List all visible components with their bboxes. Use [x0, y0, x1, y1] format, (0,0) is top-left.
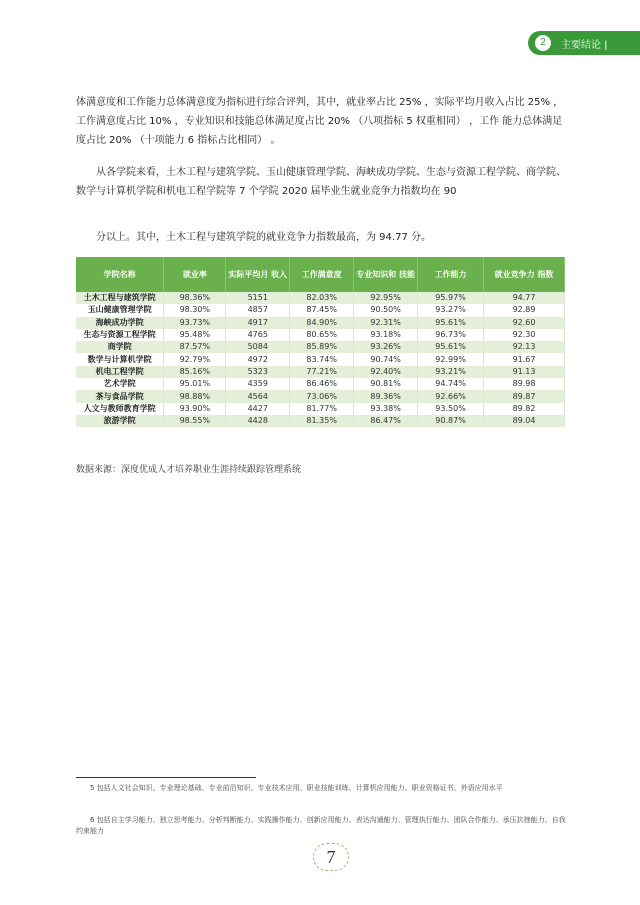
- paragraph-evaluation-method: 体满意度和工作能力总体满意度为指标进行综合评判，其中，就业率占比 25% ，实际平均月收入占比 25% ，工作满意度占比 10% ，专业知识和技能总体满足度占比 20% （八项指标 5 权重相同） ，工作 能力总体满足度占比 20% （十项能力 6 指标占比相同） 。: [76, 97, 564, 146]
- cell-value: 5323: [226, 366, 290, 378]
- cell-college: 旅游学院: [76, 415, 164, 427]
- cell-value: 73.06%: [290, 390, 354, 402]
- header-job-satisfaction: 工作满意度: [290, 257, 354, 292]
- data-source-note: 数据来源：深度优成人才培养职业生涯持续跟踪管理系统: [76, 465, 302, 475]
- cell-value: 90.74%: [354, 353, 418, 365]
- cell-value: 84.90%: [290, 317, 354, 329]
- cell-value: 91.67: [484, 353, 565, 365]
- cell-value: 4564: [226, 390, 290, 402]
- cell-value: 92.89: [484, 304, 565, 316]
- cell-value: 87.45%: [290, 304, 354, 316]
- cell-value: 93.21%: [418, 366, 484, 378]
- cell-value: 91.13: [484, 366, 565, 378]
- cell-value: 4857: [226, 304, 290, 316]
- cell-value: 92.95%: [354, 292, 418, 304]
- competitiveness-table: [76, 257, 565, 427]
- page-number: 7: [313, 843, 349, 871]
- cell-value: 92.66%: [418, 390, 484, 402]
- cell-value: 5084: [226, 341, 290, 353]
- header-knowledge-skills: 专业知识和 技能: [354, 257, 418, 292]
- cell-value: 92.60: [484, 317, 565, 329]
- table-row: [76, 317, 565, 329]
- table-row: [76, 329, 565, 341]
- cell-value: 90.81%: [354, 378, 418, 390]
- footnote-6: 6 包括自主学习能力、独立思考能力、分析判断能力、实践操作能力、创新应用能力、表达沟通能力、管理执行能力、团队合作能力、承压抗挫能力、自我约束能力: [76, 816, 566, 835]
- cell-value: 89.36%: [354, 390, 418, 402]
- cell-value: 82.03%: [290, 292, 354, 304]
- cell-college: 艺术学院: [76, 378, 164, 390]
- cell-value: 94.74%: [418, 378, 484, 390]
- cell-value: 4359: [226, 378, 290, 390]
- cell-college: 生态与资源工程学院: [76, 329, 164, 341]
- chapter-number-badge: 2: [535, 35, 551, 51]
- cell-value: 5151: [226, 292, 290, 304]
- paragraph-highest-index: 分以上。其中，土木工程与建筑学院的就业竞争力指数最高，为 94.77 分。: [96, 232, 431, 243]
- cell-value: 95.01%: [164, 378, 226, 390]
- chapter-title: 主要结论 |: [561, 39, 608, 51]
- cell-value: 94.77: [484, 292, 565, 304]
- cell-value: 92.30: [484, 329, 565, 341]
- cell-value: 83.74%: [290, 353, 354, 365]
- cell-value: 86.46%: [290, 378, 354, 390]
- cell-value: 93.26%: [354, 341, 418, 353]
- cell-value: 4765: [226, 329, 290, 341]
- cell-college: 茶与食品学院: [76, 390, 164, 402]
- cell-value: 89.87: [484, 390, 565, 402]
- table-row: [76, 353, 565, 365]
- cell-value: 86.47%: [354, 415, 418, 427]
- cell-value: 90.50%: [354, 304, 418, 316]
- cell-value: 85.89%: [290, 341, 354, 353]
- chapter-header-tab: [528, 31, 640, 55]
- cell-value: 92.13: [484, 341, 565, 353]
- cell-value: 4917: [226, 317, 290, 329]
- cell-value: 95.61%: [418, 341, 484, 353]
- table-row: [76, 341, 565, 353]
- table-row: [76, 378, 565, 390]
- cell-value: 89.04: [484, 415, 565, 427]
- cell-college: 商学院: [76, 341, 164, 353]
- cell-college: 海峡成功学院: [76, 317, 164, 329]
- cell-value: 93.90%: [164, 403, 226, 415]
- cell-college: 数学与计算机学院: [76, 353, 164, 365]
- footnote-5: 5 包括人文社会知识、专业理论基础、专业前沿知识、专业技术应用、职业技能训练、计算机应用能力、职业资格证书、外语应用水平: [90, 784, 503, 792]
- cell-value: 89.82: [484, 403, 565, 415]
- cell-college: 土木工程与建筑学院: [76, 292, 164, 304]
- cell-value: 92.40%: [354, 366, 418, 378]
- cell-value: 89.98: [484, 378, 565, 390]
- header-employment-rate: 就业率: [164, 257, 226, 292]
- cell-value: 85.16%: [164, 366, 226, 378]
- cell-value: 4428: [226, 415, 290, 427]
- cell-value: 77.21%: [290, 366, 354, 378]
- table-row: [76, 415, 565, 427]
- cell-value: 95.97%: [418, 292, 484, 304]
- table-row: [76, 390, 565, 402]
- cell-value: 4972: [226, 353, 290, 365]
- cell-college: 人文与教师教育学院: [76, 403, 164, 415]
- cell-value: 93.27%: [418, 304, 484, 316]
- table-row: [76, 366, 565, 378]
- cell-value: 90.87%: [418, 415, 484, 427]
- header-college: 学院名称: [76, 257, 164, 292]
- footnote-divider: [76, 777, 256, 778]
- cell-value: 92.31%: [354, 317, 418, 329]
- cell-college: 玉山健康管理学院: [76, 304, 164, 316]
- paragraph-college-summary: 从各学院来看，土木工程与建筑学院、玉山健康管理学院、海峡成功学院、生态与资源工程学院、商学院、数学与计算机学院和机电工程学院等 7 个学院 2020 届毕业生就业竞争力指数均在 90: [76, 167, 566, 197]
- header-monthly-income: 实际平均月 收入: [226, 257, 290, 292]
- cell-college: 机电工程学院: [76, 366, 164, 378]
- cell-value: 96.73%: [418, 329, 484, 341]
- header-competitiveness-index: 就业竞争力 指数: [484, 257, 565, 292]
- cell-value: 80.65%: [290, 329, 354, 341]
- cell-value: 93.18%: [354, 329, 418, 341]
- cell-value: 92.79%: [164, 353, 226, 365]
- cell-value: 98.36%: [164, 292, 226, 304]
- cell-value: 93.73%: [164, 317, 226, 329]
- cell-value: 95.48%: [164, 329, 226, 341]
- table-row: [76, 304, 565, 316]
- cell-value: 93.50%: [418, 403, 484, 415]
- cell-value: 4427: [226, 403, 290, 415]
- cell-value: 98.88%: [164, 390, 226, 402]
- cell-value: 87.57%: [164, 341, 226, 353]
- cell-value: 95.61%: [418, 317, 484, 329]
- cell-value: 98.55%: [164, 415, 226, 427]
- cell-value: 81.35%: [290, 415, 354, 427]
- table-row: [76, 292, 565, 304]
- header-work-ability: 工作能力: [418, 257, 484, 292]
- table-header-row: [76, 257, 565, 292]
- cell-value: 98.30%: [164, 304, 226, 316]
- cell-value: 81.77%: [290, 403, 354, 415]
- cell-value: 93.38%: [354, 403, 418, 415]
- table-row: [76, 403, 565, 415]
- cell-value: 92.99%: [418, 353, 484, 365]
